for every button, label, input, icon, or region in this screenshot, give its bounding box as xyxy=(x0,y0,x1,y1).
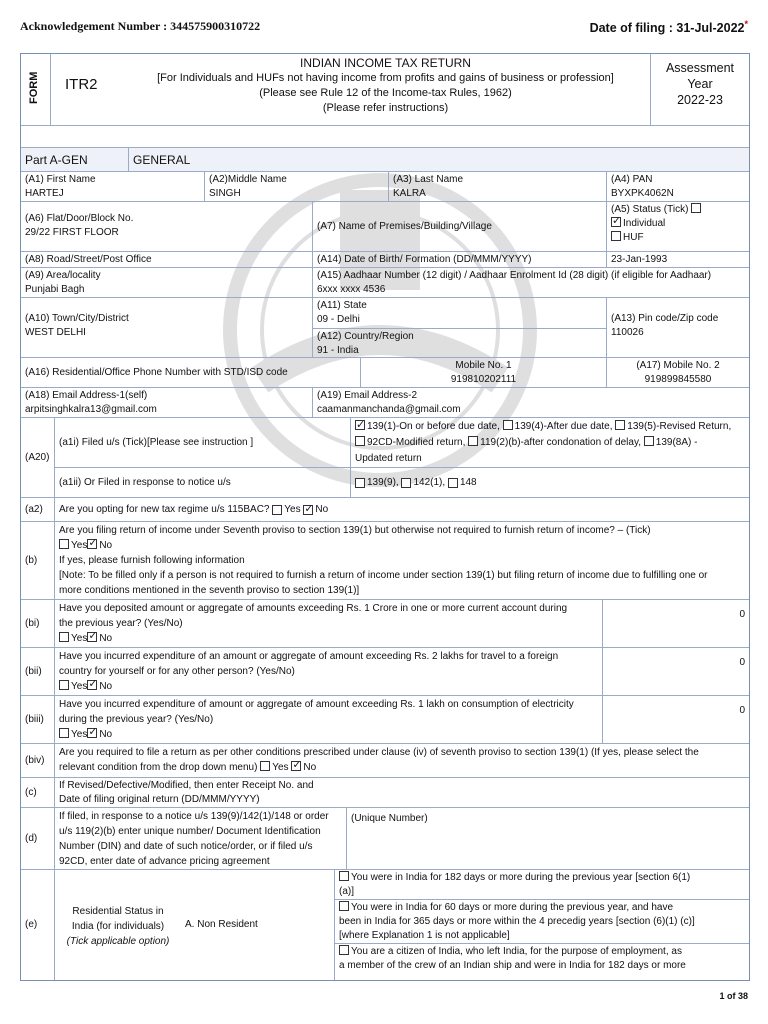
bi-amount: 0 xyxy=(739,609,745,620)
a2-middle-name: (A2)Middle Name SINGH xyxy=(205,172,389,201)
a12-country: (A12) Country/Region 91 - India xyxy=(317,331,414,356)
assessment-year-box xyxy=(651,54,749,125)
a9-area: (A9) Area/locality Punjabi Bagh xyxy=(21,268,313,297)
a14-dob-label: (A14) Date of Birth/ Formation (DD/MMM/YYYY) xyxy=(313,252,607,267)
part-name: Part A-GEN xyxy=(21,148,129,171)
a3-last-name: (A3) Last Name KALRA xyxy=(389,172,607,201)
b-yes-checkbox[interactable] xyxy=(59,539,69,549)
status-blank-checkbox[interactable] xyxy=(691,203,701,213)
139-4-checkbox[interactable] xyxy=(503,420,513,430)
a8-road: (A8) Road/Street/Post Office xyxy=(21,252,313,267)
biv-no-checkbox[interactable] xyxy=(291,761,301,771)
biii-yes-checkbox[interactable] xyxy=(59,728,69,738)
a18-email-1: (A18) Email Address-1(self) arpitsinghkalra13@gmail.com xyxy=(21,388,313,417)
acknowledgement-number: Acknowledgement Number : 344575900310722 xyxy=(20,19,261,33)
part-section: GENERAL xyxy=(133,152,191,167)
bii-foreign-travel: (bii) Have you incurred expenditure of an amount or aggregate of amount exceeding Rs. 2 lakhs for travel to a foreign country for yourself or for any other person? (Yes/No) Yes✓ No 0 xyxy=(21,648,749,696)
date-of-filing: Date of filing : 31-Jul-2022* xyxy=(589,19,748,36)
139-5-checkbox[interactable] xyxy=(615,420,625,430)
res-60-days-checkbox[interactable] xyxy=(339,901,349,911)
b-seventh-proviso: (b) Are you filing return of income under Seventh proviso to section 139(1) but otherwise not required to furnish return of income? – (Tick) Yes✓ No If yes, please furnish following information [Note: To be filled only if a person is not required to furnish a return of income under section 139(1) but filing return of income due to fulfilling one or more conditions mentioned in the seventh proviso to section 139(1)] xyxy=(21,522,749,600)
unique-number-field[interactable]: (Unique Number) xyxy=(351,813,428,824)
bii-amount: 0 xyxy=(739,657,745,668)
92cd-checkbox[interactable] xyxy=(355,436,365,446)
ay-value: 2022-23 xyxy=(677,93,723,107)
title-line1: INDIAN INCOME TAX RETURN xyxy=(300,56,471,70)
b-no-checkbox[interactable] xyxy=(87,539,97,549)
title-line3: (Please see Rule 12 of the Income-tax Rules, 1962) xyxy=(259,87,512,99)
a5-status: (A5) Status (Tick) ✓Individual HUF xyxy=(607,202,749,251)
mobile-no-1: Mobile No. 1 919810202111 xyxy=(361,358,607,387)
a6-flat-door: (A6) Flat/Door/Block No. 29/22 FIRST FLOOR xyxy=(21,202,313,251)
c-revised-return: (c) If Revised/Defective/Modified, then enter Receipt No. and Date of filing original return (DD/MMM/YYYY) xyxy=(21,778,749,808)
new-regime-yes-checkbox[interactable] xyxy=(272,505,282,515)
a4-pan: (A4) PAN BYXPK4062N xyxy=(611,174,674,199)
ay-label-2: Year xyxy=(687,77,713,91)
a19-email-2: (A19) Email Address-2 caamanmanchanda@gmail.com xyxy=(317,390,461,415)
page-number: 1 of 38 xyxy=(719,991,748,1001)
title-line4: (Please refer instructions) xyxy=(322,102,449,114)
bii-no-checkbox[interactable] xyxy=(87,680,97,690)
title-line2: [For Individuals and HUFs not having income from profits and gains of business or profession] xyxy=(157,72,614,84)
d-notice-response: (d) If filed, in response to a notice u/s 139(9)/142(1)/148 or order u/s 119(2)(b) enter unique number/ Document Identification Number (DIN) and date of such notice/order, or if filed u/s 92CD, enter date of advance pricing agreement (Unique Number) xyxy=(21,808,749,870)
notice-142-1-checkbox[interactable] xyxy=(401,478,411,488)
biii-electricity: (biii) Have you incurred expenditure of amount or aggregate of amount exceeding Rs. 1 lakh on consumption of electricity during the previous year? (Yes/No) Yes✓ No 0 xyxy=(21,696,749,744)
bi-yes-checkbox[interactable] xyxy=(59,632,69,642)
ay-label-1: Assessment xyxy=(665,61,735,75)
new-regime-no-checkbox[interactable] xyxy=(303,505,313,515)
biv-yes-checkbox[interactable] xyxy=(260,761,270,771)
res-crew-checkbox[interactable] xyxy=(339,945,349,955)
title-block xyxy=(121,54,651,125)
status-huf-checkbox[interactable] xyxy=(611,231,621,241)
notice-139-9-checkbox[interactable] xyxy=(355,478,365,488)
itr2-form xyxy=(20,53,750,981)
a10-town: (A10) Town/City/District WEST DELHI xyxy=(21,298,313,357)
biii-no-checkbox[interactable] xyxy=(87,728,97,738)
a14-dob-value: 23-Jan-1993 xyxy=(611,254,668,265)
form-label: FORM xyxy=(28,71,40,104)
notice-148-checkbox[interactable] xyxy=(448,478,458,488)
biii-amount: 0 xyxy=(739,705,745,716)
form-code: ITR2 xyxy=(65,76,98,93)
a7-premises: (A7) Name of Premises/Building/Village xyxy=(313,202,607,251)
a2-new-tax-regime: (a2) Are you opting for new tax regime u/s 115BAC? Yes ✓ No xyxy=(21,498,749,522)
139-8a-checkbox[interactable] xyxy=(644,436,654,446)
119-2b-checkbox[interactable] xyxy=(468,436,478,446)
res-182-days-checkbox[interactable] xyxy=(339,871,349,881)
title-row xyxy=(21,54,749,126)
139-1-checkbox[interactable] xyxy=(355,420,365,430)
bi-no-checkbox[interactable] xyxy=(87,632,97,642)
a1-first-name: (A1) First Name HARTEJ xyxy=(21,172,205,201)
a16-phone: (A16) Residential/Office Phone Number with STD/ISD code xyxy=(21,358,361,387)
a11-state: (A11) State 09 - Delhi xyxy=(313,298,606,329)
a15-aadhaar: (A15) Aadhaar Number (12 digit) / Aadhaar Enrolment Id (28 digit) (if eligible for Aadhaar) 6xxx xxxx 4536 xyxy=(317,270,712,295)
e-residential-status: (e) Residential Status in India (for individuals) (Tick applicable option) A. Non Resident You were in India for 182 days or more during the previous year [section 6(1) (a)] You were in India for 60 days or more during the previous year, and have been in India for 365 days or more within the 4 precedig years [section (6)(1) (c)] [where Explanation 1 is not applicable] You are a citizen of India, who left India, for the purpose of employment, as a member of the crew of an Indian ship and were in India for 182 days or more xyxy=(21,870,749,980)
biv-other-conditions: (biv) Are you required to file a return as per other conditions prescribed under clause (iv) of seventh proviso to section 139(1) (If yes, please select the relevant condition from the drop down menu) Yes ✓ No xyxy=(21,744,749,778)
part-header xyxy=(21,148,749,172)
bii-yes-checkbox[interactable] xyxy=(59,680,69,690)
non-resident-label: A. Non Resident xyxy=(181,870,335,980)
a13-pincode: (A13) Pin code/Zip code 110026 xyxy=(611,313,719,338)
a20-filed-under: (A20) (a1i) Filed u/s (Tick)[Please see instruction ] ✓139(1)-On or before due date, 139(4)-After due date, 139(5)-Revised Return, 92CD-Modified return, 119(2)(b)-after condonation of delay, 139(8A) - Updated return (a1ii) Or Filed in response to notice u/s 139(9), 142(1), 148 xyxy=(21,418,749,498)
a17-mobile-2: (A17) Mobile No. 2 919899845580 xyxy=(636,360,720,385)
bi-current-account: (bi) Have you deposited amount or aggregate of amounts exceeding Rs. 1 Crore in one or more current account during the previous year? (Yes/No) Yes✓ No 0 xyxy=(21,600,749,648)
status-individual-checkbox[interactable] xyxy=(611,217,621,227)
